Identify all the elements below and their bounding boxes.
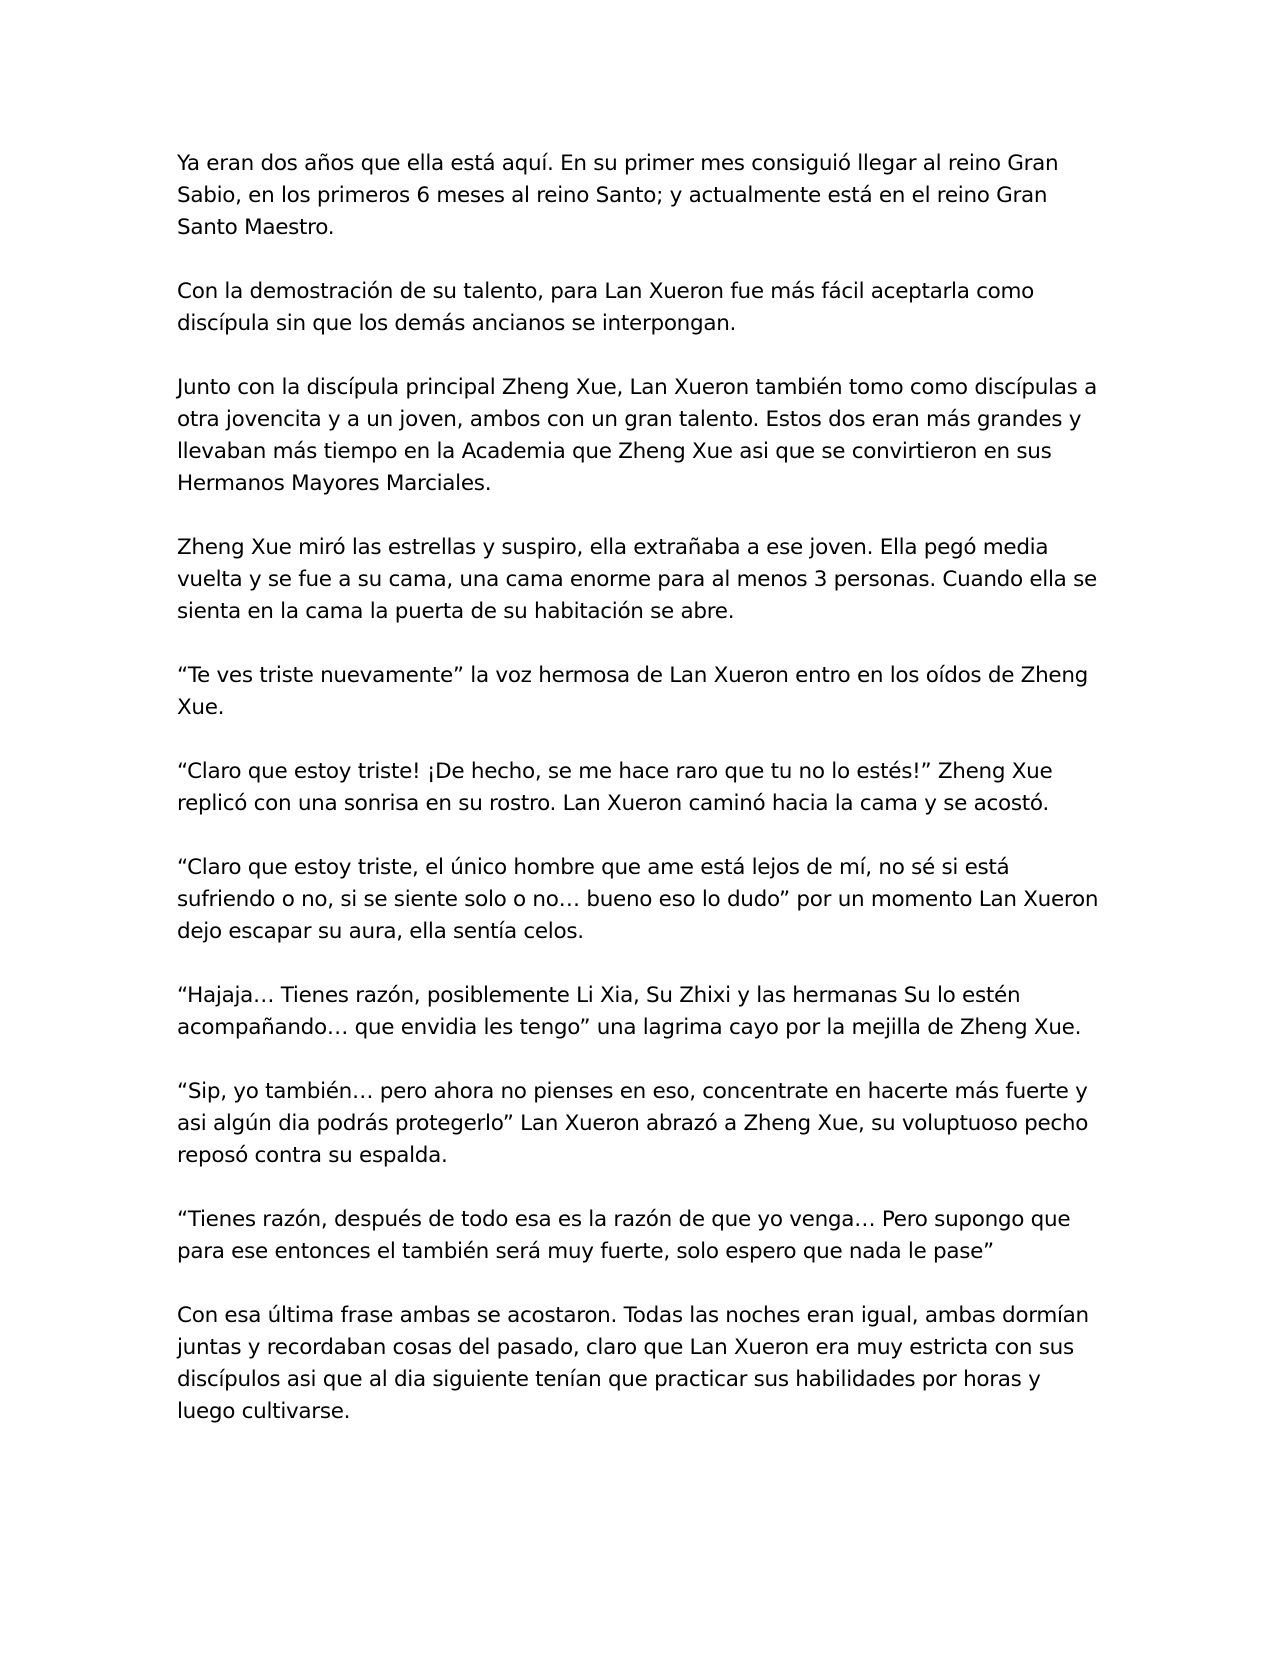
text-line: vuelta y se fue a su cama, una cama enorme para al menos 3 personas. Cuando ella se — [177, 567, 1097, 592]
text-line: “Claro que estoy triste, el único hombre que ame está lejos de mí, no sé si está — [177, 855, 1010, 880]
paragraph-7 — [177, 852, 1107, 948]
paragraph-10 — [177, 1204, 1107, 1268]
text-line: sienta en la cama la puerta de su habitación se abre. — [177, 599, 735, 624]
paragraph-6 — [177, 756, 1107, 820]
document-body — [177, 148, 1107, 1460]
text-line: discípulos asi que al dia siguiente tenían que practicar sus habilidades por horas y — [177, 1367, 1041, 1392]
text-line: otra jovencita y a un joven, ambos con un gran talento. Estos dos eran más grandes y — [177, 407, 1082, 432]
paragraph-8 — [177, 980, 1107, 1044]
text-line: discípula sin que los demás ancianos se interpongan. — [177, 311, 737, 336]
text-line: Con esa última frase ambas se acostaron. Todas las noches eran igual, ambas dormían — [177, 1303, 1089, 1328]
text-line: “Claro que estoy triste! ¡De hecho, se me hace raro que tu no lo estés!” Zheng Xue — [177, 759, 1053, 784]
text-line: “Sip, yo también… pero ahora no pienses en eso, concentrate en hacerte más fuerte y — [177, 1079, 1088, 1104]
text-line: “Hajaja… Tienes razón, posiblemente Li Xia, Su Zhixi y las hermanas Su lo estén — [177, 983, 1021, 1008]
text-line: Ya eran dos años que ella está aquí. En su primer mes consiguió llegar al reino Gran — [177, 151, 1059, 176]
paragraph-2 — [177, 276, 1107, 340]
paragraph-1 — [177, 148, 1107, 244]
paragraph-11 — [177, 1300, 1107, 1428]
paragraph-3 — [177, 372, 1107, 500]
text-line: asi algún dia podrás protegerlo” Lan Xueron abrazó a Zheng Xue, su voluptuoso pecho — [177, 1111, 1089, 1136]
text-line: replicó con una sonrisa en su rostro. Lan Xueron caminó hacia la cama y se acostó. — [177, 791, 1049, 816]
paragraph-5 — [177, 660, 1107, 724]
text-line: luego cultivarse. — [177, 1399, 351, 1424]
text-line: “Tienes razón, después de todo esa es la razón de que yo venga… Pero supongo que — [177, 1207, 1071, 1232]
paragraph-9 — [177, 1076, 1107, 1172]
text-line: Xue. — [177, 695, 225, 720]
text-line: Junto con la discípula principal Zheng Xue, Lan Xueron también tomo como discípulas a — [177, 375, 1097, 400]
text-line: dejo escapar su aura, ella sentía celos. — [177, 919, 584, 944]
text-line: acompañando… que envidia les tengo” una lagrima cayo por la mejilla de Zheng Xue. — [177, 1015, 1082, 1040]
text-line: llevaban más tiempo en la Academia que Zheng Xue asi que se convirtieron en sus — [177, 439, 1052, 464]
text-line: juntas y recordaban cosas del pasado, claro que Lan Xueron era muy estricta con sus — [177, 1335, 1074, 1360]
text-line: Hermanos Mayores Marciales. — [177, 471, 492, 496]
text-line: Zheng Xue miró las estrellas y suspiro, ella extrañaba a ese joven. Ella pegó media — [177, 535, 1049, 560]
text-line: para ese entonces el también será muy fuerte, solo espero que nada le pase” — [177, 1239, 994, 1264]
text-line: “Te ves triste nuevamente” la voz hermosa de Lan Xueron entro en los oídos de Zheng — [177, 663, 1089, 688]
text-line: sufriendo o no, si se siente solo o no… bueno eso lo dudo” por un momento Lan Xueron — [177, 887, 1099, 912]
text-line: Santo Maestro. — [177, 215, 335, 240]
text-line: Con la demostración de su talento, para Lan Xueron fue más fácil aceptarla como — [177, 279, 1034, 304]
paragraph-4 — [177, 532, 1107, 628]
text-line: Sabio, en los primeros 6 meses al reino Santo; y actualmente está en el reino Gran — [177, 183, 1048, 208]
text-line: reposó contra su espalda. — [177, 1143, 448, 1168]
